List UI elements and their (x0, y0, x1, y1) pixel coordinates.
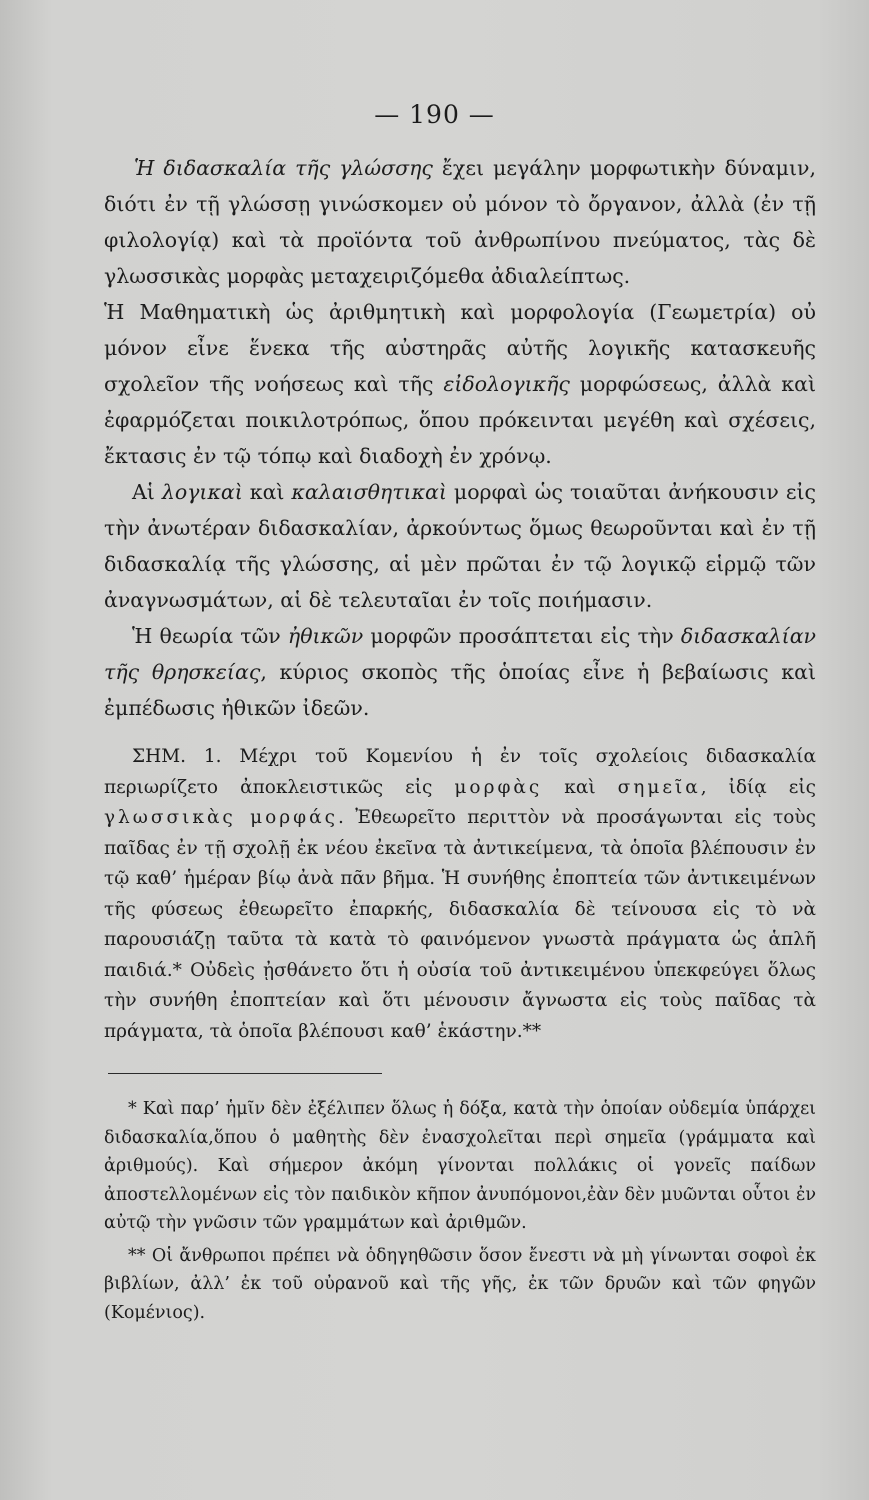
paragraph-text: μορφῶν προσάπτεται εἰς τὴν (363, 624, 681, 648)
footnote-1: * Καὶ παρ’ ἡμῖν δὲν ἐξέλιπεν ὅλως ἡ δόξα, κατὰ τὴν ὁποίαν οὐδεμία ὑπάρχει διδασκαλία,ὅπου ὁ μαθητὴς δὲν ἐνασχολεῖται περὶ σημεῖα (γράμματα καὶ ἀριθμούς). Καὶ σήμερον ἀκόμη γίνονται πολλάκις οἱ γονεῖς παίδων ἀποστελλομένων εἰς τὸν παιδικὸν κῆπον ἀνυπόμονοι,ἐὰν δὲν μυῶνται οὗτοι ἐν αὐτῷ τὴν γνῶσιν τῶν γραμμάτων καὶ ἀριθμῶν. (104, 1099, 816, 1233)
paragraph-text: Ἡ θεωρία τῶν (132, 624, 288, 648)
italic-term: διδασκαλίαν τῆς θρησκείας (104, 624, 816, 684)
note-text: , ἰδίᾳ εἰς (700, 776, 816, 798)
footnote-2: ** Οἱ ἄνθρωποι πρέπει νὰ ὁδηγηθῶσιν ὅσον ἔνεστι νὰ μὴ γίνωνται σοφοὶ ἐκ βιβλίων, ἀλλ’ ἐκ τοῦ οὐρανοῦ καὶ τῆς γῆς, ἐκ τῶν δρυῶν καὶ τῶν φηγῶν (Κομένιος). (104, 1245, 816, 1323)
italic-term: εἰδολογικῆς (443, 372, 570, 396)
footnotes (104, 1095, 816, 1331)
paragraph-language-mathematics (104, 150, 816, 294)
paragraph-logical-forms (104, 474, 816, 618)
note-label: ΣΗΜ. 1. (132, 746, 222, 767)
paragraph-text: Ἡ Μαθηματικὴ ὡς ἀριθμητικὴ καὶ μορφολογία (Γεωμετρία) οὐ μόνον εἶνε ἕνεκα τῆς αὐστηρᾶς αὐτῆς λογικῆς κατασκευῆς σχολεῖον τῆς νοήσεως καὶ τῆς (104, 300, 816, 396)
note-text: καὶ (542, 776, 618, 798)
footnote-divider (108, 1073, 382, 1074)
main-text (104, 150, 816, 726)
note-section (104, 742, 816, 1047)
paragraph-text: ἔχει μεγάλην μορφωτικὴν δύναμιν, διότι ἐν τῇ γλώσσῃ γινώσκομεν οὐ μόνον τὸ ὄργανον, ἀλλὰ (ἐν τῇ φιλολογίᾳ) καὶ τὰ προϊόντα τοῦ ἀνθρωπίνου πνεύματος, τὰς δὲ γλωσσικὰς μορφὰς μεταχειριζόμεθα ἀδιαλείπτως. (104, 156, 816, 288)
paragraph-text: μορφώσεως, ἀλλὰ καὶ ἐφαρμόζεται ποικιλοτρόπως, ὅπου πρόκεινται μεγέθη καὶ σχέσεις, ἔκτασις ἐν τῷ τόπῳ καὶ διαδοχὴ ἐν χρόνῳ. (104, 372, 816, 468)
paragraph-mathematics (104, 294, 816, 474)
paragraph-ethical-forms (104, 618, 816, 726)
spaced-term: σημεῖα (617, 776, 701, 798)
spaced-term: γλωσσικὰς μορφάς (104, 807, 338, 828)
page-number: — 190 — (374, 100, 495, 129)
italic-term: καλαισθητικαὶ (291, 480, 447, 504)
paragraph-text: καὶ (242, 480, 292, 504)
italic-term: λογικαὶ (161, 480, 243, 504)
note-text: Μέχρι τοῦ Κομενίου ἡ ἐν τοῖς σχολείοις διδασκαλία περιωρίζετο ἀποκλειστικῶς εἰς (104, 746, 816, 798)
paragraph-text: μορφαὶ ὡς τοιαῦται ἀνήκουσιν εἰς τὴν ἀνωτέραν διδασκαλίαν, ἀρκούντως ὅμως θεωροῦνται καὶ ἐν τῇ διδασκαλίᾳ τῆς γλώσσης, αἱ μὲν πρῶται ἐν τῷ λογικῷ εἱρμῷ τῶν ἀναγνωσμάτων, αἱ δὲ τελευταῖαι ἐν τοῖς ποιήμασιν. (104, 480, 816, 612)
note-text: . Ἐθεωρεῖτο περιττὸν νὰ προσάγωνται εἰς τοὺς παῖδας ἐν τῇ σχολῇ ἐκ νέου ἐκεῖνα τὰ ἀντικείμενα, τὰ ὁποῖα βλέπουσιν ἐν τῷ καθ’ ἡμέραν βίῳ ἀνὰ πᾶν βῆμα. Ἡ συνήθης ἐποπτεία τῶν ἀντικειμένων τῆς φύσεως ἐθεωρεῖτο ἐπαρκής, διδασκαλία δὲ τείνουσα εἰς τὸ νὰ παρουσιάζῃ ταῦτα τὰ κατὰ τὸ φαινόμενον γνωστὰ πράγματα ὡς ἁπλῆ παιδιά.* Οὐδεὶς ᾐσθάνετο ὅτι ἡ οὐσία τοῦ ἀντικειμένου ὑπεκφεύγει ὅλως τὴν συνήθη ἐποπτείαν καὶ ὅτι μένουσιν ἄγνωστα εἰς τοὺς παῖδας τὰ πράγματα, τὰ ὁποῖα βλέπουσι καθ’ ἑκάστην.** (104, 807, 816, 1042)
italic-term: ἠθικῶν (287, 624, 364, 648)
paragraph-text: , κύριος σκοπὸς τῆς ὁποίας εἶνε ἡ βεβαίωσις καὶ ἐμπέδωσις ἠθικῶν ἰδεῶν. (104, 660, 816, 720)
spaced-term: μορφὰς (454, 776, 543, 798)
note-paragraph (104, 742, 816, 1047)
paragraph-text: Αἱ (132, 480, 162, 504)
italic-heading: Ἡ διδασκαλία τῆς γλώσσης (134, 156, 433, 180)
